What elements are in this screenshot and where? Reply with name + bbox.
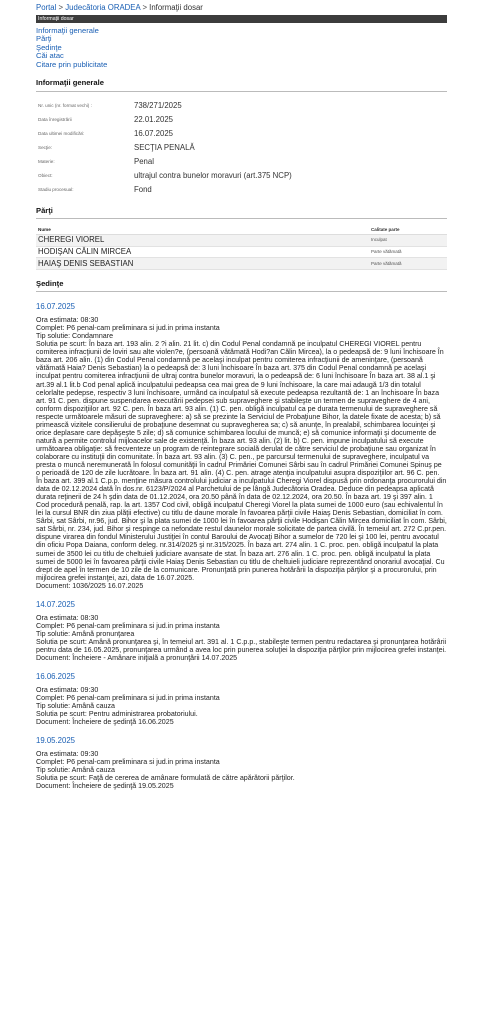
info-value: ultrajul contra bunelor moravuri (art.375 NCP) (134, 170, 292, 180)
info-label: Data ultimei modificări: (38, 130, 85, 136)
breadcrumb-court-link[interactable]: Judecătoria ORADEA (65, 3, 141, 12)
session-date: 19.05.2025 (36, 736, 76, 746)
session-solution-summary: Solutia pe scurt: Amână pronunţarea şi, în temeiul art. 391 al. 1 C.p.p., stabileşte termen pentru redactarea şi pronunţarea hotărârii pentru data de 16.05.2025, pronunţarea urmând a avea loc prin punerea soluţiei la dispoziţia părţilor prin mijlocirea grefei instanţei. (36, 637, 447, 654)
info-row-last-modified (36, 127, 447, 141)
info-value: 738/271/2025 (134, 100, 182, 110)
party-name: HODIŞAN CĂLIN MIRCEA (38, 247, 132, 257)
session-document: Document: 1036/2025 16.07.2025 (36, 581, 144, 590)
col-header-role: Calitate parte (371, 226, 400, 232)
session-entry (36, 672, 447, 726)
session-document: Document: Încheiere - Amânare iniţială a pronunţării 14.07.2025 (36, 653, 238, 662)
info-value: 22.01.2025 (134, 114, 174, 124)
info-value: 16.07.2025 (134, 128, 174, 138)
session-solution-type: Tip solutie: Amână cauza (36, 701, 115, 710)
table-row (36, 258, 447, 270)
table-row (36, 235, 447, 247)
session-estimated-time: Ora estimata: 09:30 (36, 749, 99, 758)
info-value: Fond (134, 184, 152, 194)
party-name: HAIAŞ DENIS SEBASTIAN (38, 258, 134, 268)
session-solution-type: Tip solutie: Amână cauza (36, 766, 115, 775)
info-label: Secţie: (38, 144, 53, 150)
sessions-heading: Şedinţe (36, 279, 447, 292)
session-solution-summary: Solutia pe scurt: Faţă de cererea de amânare formulată de către apărătorii părţilor. (36, 774, 295, 783)
session-document: Document: Încheiere de şedinţă 19.05.2025 (36, 782, 174, 791)
session-panel: Complet: P6 penal-cam preliminara si jud.in prima instanta (36, 693, 220, 702)
breadcrumb-separator: > (58, 3, 64, 12)
section-nav (36, 27, 447, 69)
session-panel: Complet: P6 penal-cam preliminara si jud.in prima instanta (36, 621, 220, 630)
session-estimated-time: Ora estimata: 09:30 (36, 685, 99, 694)
info-row-matter (36, 155, 447, 169)
breadcrumb (36, 2, 447, 14)
parties-heading: Părţi (36, 206, 447, 219)
session-solution-summary: Solutia pe scurt: În baza art. 193 alin. 2 ?i alin. 21 lit. c) din Codul Penal condamnă pe inculpatul CHEREGI VIOREL pentru comiterea infracţiunii de loviri sau alte violen?e, (persoană vătămată Hodi?an Călin Mircea), la o pedeapsă de: 9 luni închisoare În baza art. 206 alin. (1) din Codul Penal condamnă pe acelaşi inculpat pentru comiterea infracţiunii de ameninţare, (persoană vătămată Haia? Denis Sebastian) la o pedeapsă de: 3 luni închisoare În baza art. 375 din Codul Penal condamnă pe acelaşi inculpat pentru comiterea infracţiunii de ultraj contra bunelor moravuri, la o pedeapsă de: 6 luni închisoare În baza art. 38 al.1 şi art.39 al.1 lit.b Cod penal aplică inculpatului pedeapsa cea mai grea de 9 luni închisoare, la care mai adaugă 1/3 din totalul celorlalte pedepse, respectiv 3 luni închisoare, urmând ca inculpatul să execute pedeapsa rezultantă de: 1 an închisoare În baza art. 91 C. pen. dispune suspendarea executării pedepsei sub supraveghere şi stabileşte un termen de supraveghere de 4 ani, conform dispoziţiilor art. 92 C. pen. În baza art. 93 alin. (1) C. pen. obligă inculpatul ca pe durata termenului de supraveghere să respecte următoarele măsuri de supraveghere: a) să se prezinte la Serviciul de Probaţiune Bihor, la datele fixate de acesta; b) să primească vizitele consilierului de probaţiune desemnat cu supravegherea sa; c) să anunţe, în prealabil, schimbarea locuinţei şi orice deplasare care depăşeşte 5 zile; d) să comunice schimbarea locului de muncă; e) să comunice informaţii şi documente de natură a permite controlul mijloacelor sale de existenţă. În baza art. 93 alin. (2) lit. b) C. pen. impune inculpatului să execute următoarea obligaţie: să frecventeze un program de reintegrare socială derulat de către serviciul de probaţiune sau organizat în colaborare cu instituţii din comunitate. În baza art. 93 alin. (3) C. pen., pe parcursul termenului de supraveghere, inculpatul va presta o muncă neremunerată în folosul comunităţii în cadrul Primăriei Comunei Sârbi sau în cadrul Primăriei Comunei Spinuş pe o perioadă de 120 de zile lucrătoare. În baza art. 91 alin. (4) C. pen. atrage atenţia inculpatului asupra dispoziţiilor art. 96 C. pen. În baza art. 399 al.1 C.p.p. menţine măsura controlului judiciar a inculpatului Cheregi Viorel dispusă prin ordonanţa procurorului din data de 02.12.2024 dată în dos.nr. 6123/P/2024 al Parchetului de pe lângă Judecătoria Oradea. Deduce din pedeapsa aplicată durata reţinerii de 24 h şdin data de 01.12.2024, ora 20.50 până în data de 02.12.2024, ora 20.50. În baza art. 19 şi 397 alin. 1 Cod procedură penală, rap. la art. 1357 Cod civil, obligă inculpatul Cheregi Viorel la plata sumei de 1000 euro (sau echivalentul în lei la cursul BNR din ziua plăţii efective) cu titlu de daune morale în favoarea părţii civile Haiaş Denis Sebastian, domiciliat în com. Sârbi, sat Sârbi, nr.96, jud. Bihor şi la plata sumei de 1000 lei în favoarea părţii civile Hodişan Călin Mircea domiciliat în com. Sârbi, sat Sârbi, nr. 234, jud. Bihor şi respinge ca nefondate restul daunelor morale solicitate de partea civilă. În temeiul art. 272 C.pr.pen. dispune virarea din fondul Ministerului Justiţiei în contul Baroului de Avocaţi Bihor a sumelor de 720 lei şi 100 lei, pentru avocatul din oficiu Popa Daiana, conform deleg. nr.314/2025 şi nr.315/2025. În baza art. 274 alin. 1 C. proc. pen. obligă inculpatul la plata sumei de 3500 lei cu titlu de cheltuieli judiciare avansate de stat. În baza art. 276 alin. 1 C. proc. pen. obligă inculpatul la plata sumei de 5000 lei în favoarea părţii civile Haiaş Denis Sebastian cu titlu de cheltuieli judiciare reprezentând onorariul avocaţial. Cu drept de apel în termen de 10 zile de la comunicare. Pronunţată prin punerea hotărârii la dispoziţia părţilor şi a procurorului, prin mijlocirea grefei instanţei, azi, data de 16.07.2025. (36, 340, 447, 582)
page-title-bar: Informaţii dosar (36, 15, 447, 23)
info-label: Materie: (38, 158, 55, 164)
col-header-name: Nume (38, 226, 51, 232)
parties-header-row (36, 225, 447, 235)
party-role: Parte vătămată (371, 260, 402, 266)
info-label: Data înregistrării (38, 116, 72, 122)
sessions-list (36, 302, 447, 790)
info-row-registration-date (36, 113, 447, 127)
session-estimated-time: Ora estimata: 08:30 (36, 613, 99, 622)
info-value: Penal (134, 156, 154, 166)
session-date: 14.07.2025 (36, 599, 76, 609)
breadcrumb-current: Informaţii dosar (149, 3, 203, 12)
general-info-heading: Informaţii generale (36, 78, 447, 91)
session-entry (36, 600, 447, 662)
nav-link-publicity-summons[interactable]: Citare prin publicitate (36, 59, 108, 69)
nav-link-parties[interactable]: Părţi (36, 34, 52, 44)
info-row-stage (36, 183, 447, 197)
party-role: Parte vătămată (371, 249, 402, 255)
session-estimated-time: Ora estimata: 08:30 (36, 316, 99, 324)
info-label: Stadiu procesual: (38, 186, 74, 192)
info-label: Obiect: (38, 172, 53, 178)
info-row-case-number (36, 99, 447, 113)
nav-link-sessions[interactable]: Şedinţe (36, 42, 62, 52)
session-entry (36, 302, 447, 590)
session-solution-summary: Solutia pe scurt: Pentru administrarea probatoriului. (36, 710, 198, 718)
nav-link-appeals[interactable]: Căi atac (36, 51, 64, 61)
session-panel: Complet: P6 penal-cam preliminara si jud.in prima instanta (36, 324, 220, 333)
parties-table (36, 225, 447, 270)
session-entry (36, 736, 447, 790)
breadcrumb-portal-link[interactable]: Portal (36, 3, 57, 12)
info-value: SECŢIA PENALĂ (134, 142, 195, 152)
nav-link-general-info[interactable]: Informaţii generale (36, 26, 99, 35)
session-panel: Complet: P6 penal-cam preliminara si jud.in prima instanta (36, 757, 220, 766)
table-row (36, 247, 447, 259)
session-date: 16.06.2025 (36, 671, 76, 681)
party-role: Inculpat (371, 237, 387, 243)
session-document: Document: Încheiere de şedinţă 16.06.2025 (36, 718, 174, 727)
info-label: Nr. unic (nr. format vechi) : (38, 102, 92, 108)
party-name: CHEREGI VIOREL (38, 235, 105, 245)
session-solution-type: Tip solutie: Condamnare (36, 332, 114, 341)
info-row-section (36, 141, 447, 155)
general-info-table (36, 99, 447, 197)
breadcrumb-separator: > (142, 3, 147, 12)
session-solution-type: Tip solutie: Amână pronunţarea (36, 629, 135, 638)
session-date: 16.07.2025 (36, 302, 76, 312)
info-row-object (36, 169, 447, 183)
